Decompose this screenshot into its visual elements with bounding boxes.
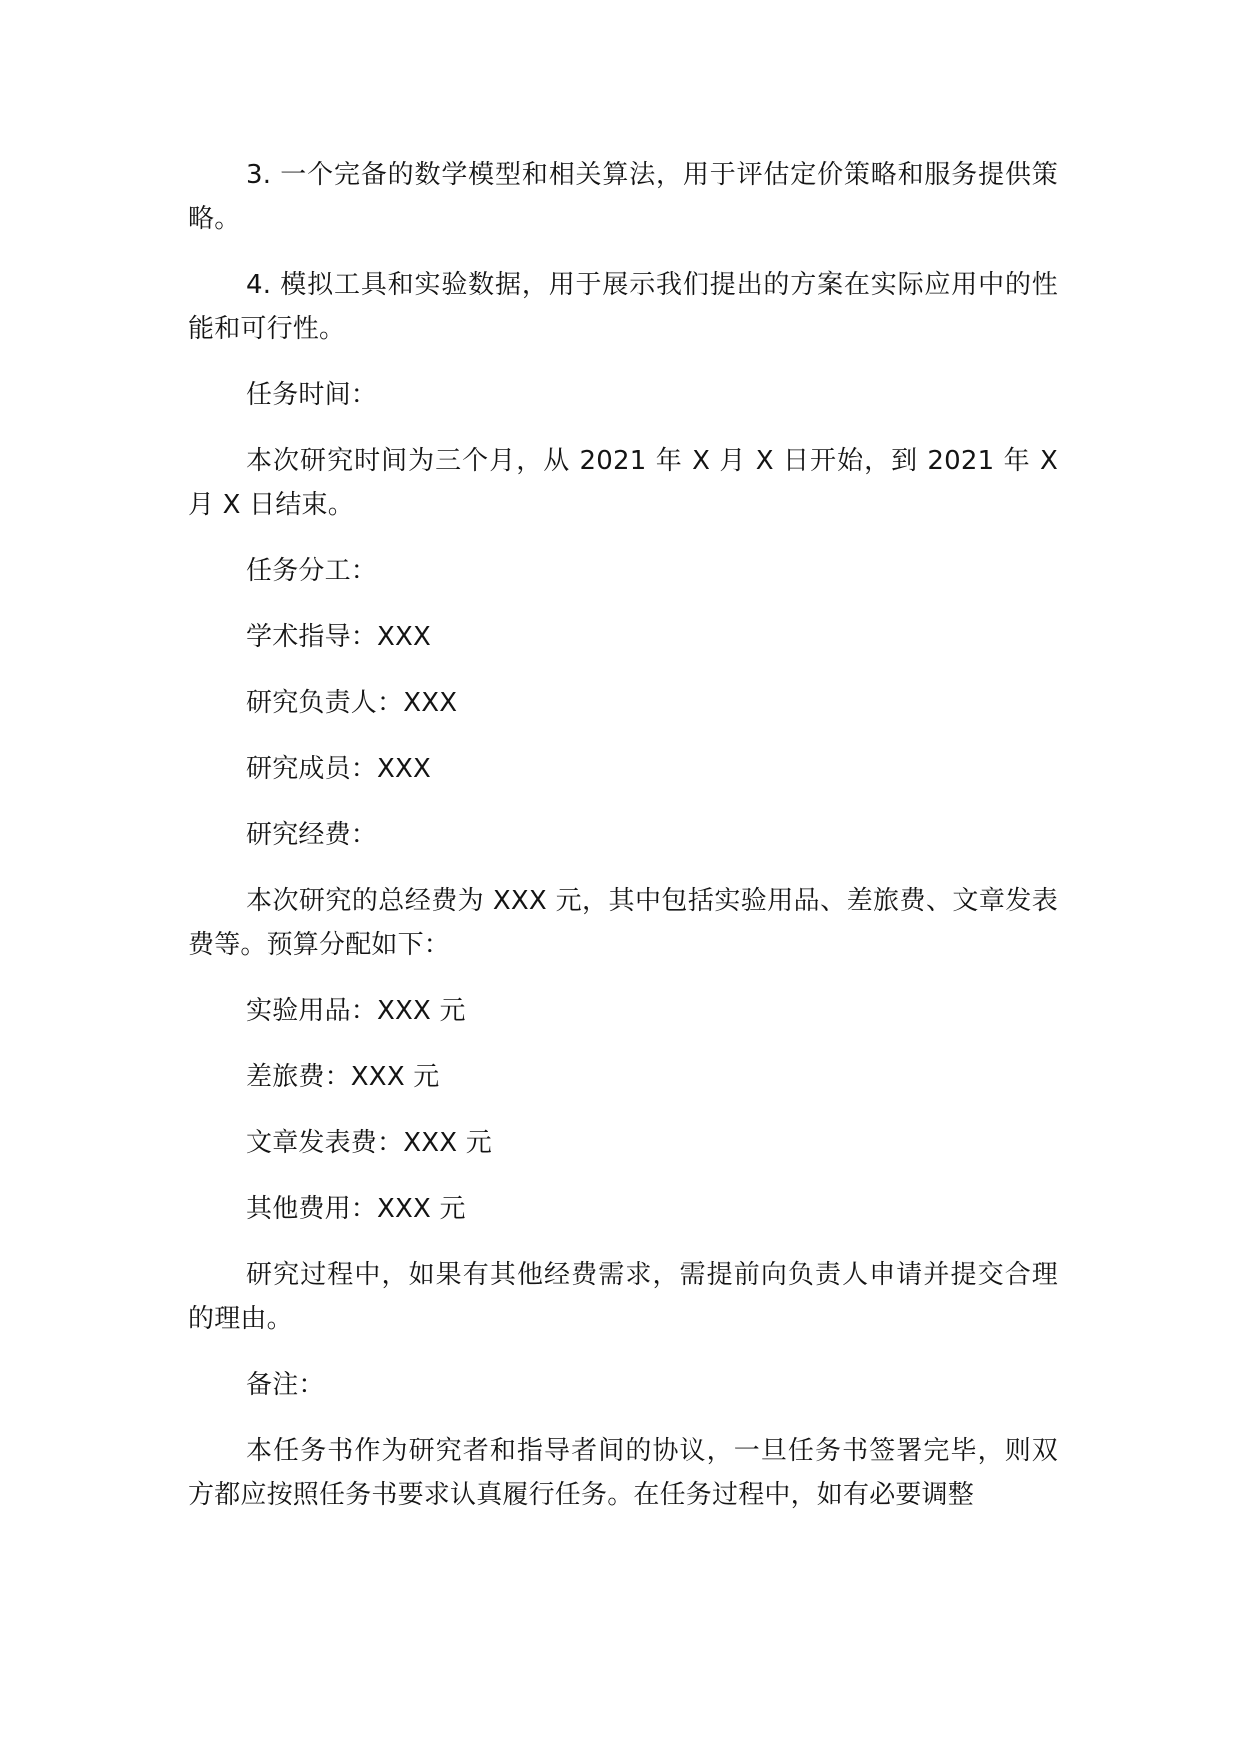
paragraph-budget-supplies: 实验用品：XXX 元 (246, 996, 466, 1026)
heading-task-division: 任务分工： (246, 556, 378, 586)
paragraph-funding-request: 研究过程中，如果有其他经费需求，需提前向负责人申请并提交合理的理由。 (188, 1260, 1058, 1334)
paragraph-remarks: 本任务书作为研究者和指导者间的协议，一旦任务书签署完毕，则双方都应按照任务书要求认真履行任务。在任务过程中，如有必要调整 (188, 1436, 1058, 1510)
heading-remarks: 备注： (246, 1370, 325, 1400)
paragraph-budget-publication: 文章发表费：XXX 元 (246, 1128, 492, 1158)
paragraph-budget-travel: 差旅费：XXX 元 (246, 1062, 440, 1092)
paragraph-task-time: 本次研究时间为三个月，从 2021 年 X 月 X 日开始，到 2021 年 X 月 X 日结束。 (188, 446, 1058, 520)
paragraph-academic-advisor: 学术指导：XXX (246, 622, 432, 652)
heading-task-time: 任务时间： (246, 380, 378, 410)
paragraph-budget-other: 其他费用：XXX 元 (246, 1194, 466, 1224)
paragraph-deliverable-simulation: 4. 模拟工具和实验数据，用于展示我们提出的方案在实际应用中的性能和可行性。 (188, 270, 1058, 344)
paragraph-research-lead: 研究负责人：XXX (246, 688, 458, 718)
paragraph-funding-total: 本次研究的总经费为 XXX 元，其中包括实验用品、差旅费、文章发表费等。预算分配如下： (188, 886, 1058, 960)
paragraph-research-members: 研究成员：XXX (246, 754, 432, 784)
document-body (188, 153, 1058, 1539)
heading-research-funding: 研究经费： (246, 820, 378, 850)
paragraph-deliverable-model: 3. 一个完备的数学模型和相关算法，用于评估定价策略和服务提供策略。 (188, 160, 1058, 234)
